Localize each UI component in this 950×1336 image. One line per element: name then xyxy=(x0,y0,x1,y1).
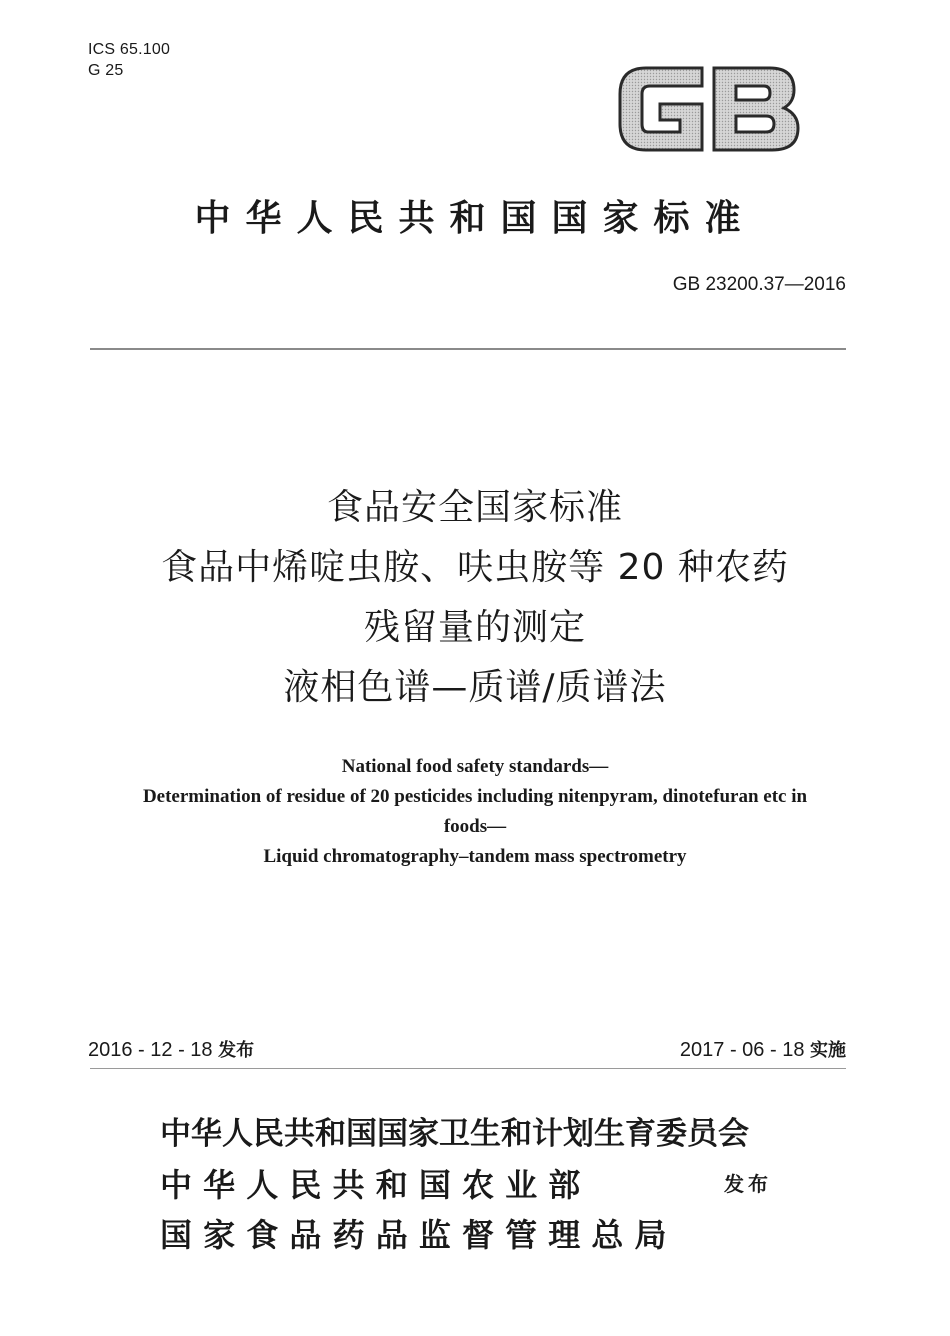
ics-code: ICS 65.100 xyxy=(88,41,171,58)
top-divider xyxy=(90,348,846,350)
issuer-moa: 中 华 人 民 共 和 国 农 业 部 xyxy=(160,1166,581,1204)
title-cn-line-3: 残留量的测定 xyxy=(363,607,586,648)
national-standard-title: 中华人民共和国国家标准 xyxy=(194,198,756,239)
effective-date-value: 2017 - 06 - 18 xyxy=(679,1039,805,1061)
issued-by-label: 发布 xyxy=(724,1172,772,1196)
effective-date-label: 实施 xyxy=(810,1040,846,1061)
title-cn-line-4: 液相色谱—质谱/质谱法 xyxy=(283,667,667,708)
date-divider xyxy=(90,1068,846,1069)
title-cn-line-1: 食品安全国家标准 xyxy=(326,487,623,528)
title-cn-line-2: 食品中烯啶虫胺、呋虫胺等 20 种农药 xyxy=(161,547,789,588)
ccs-code: G 25 xyxy=(88,62,124,79)
standard-number: GB 23200.37—2016 xyxy=(672,274,846,295)
issue-date-value: 2016 - 12 - 18 xyxy=(88,1039,213,1061)
title-en-line-2: Determination of residue of 20 pesticides including nitenpyram, dinotefuran etc in xyxy=(142,786,808,807)
gb-logo-g xyxy=(620,68,702,150)
title-en-line-1: National food safety standards— xyxy=(341,756,609,777)
title-en-line-3: foods— xyxy=(443,816,507,837)
gb-logo xyxy=(610,60,806,158)
issuer-nhfpc: 中华人民共和国国家卫生和计划生育委员会 xyxy=(160,1116,749,1152)
issue-date xyxy=(88,1036,254,1065)
gb-logo-b xyxy=(714,68,798,150)
issue-date-label: 发布 xyxy=(218,1040,255,1061)
effective-date xyxy=(680,1036,846,1065)
title-en-line-4: Liquid chromatography–tandem mass spectrometry xyxy=(263,846,687,867)
issuer-cfda: 国 家 食 品 药 品 监 督 管 理 总 局 xyxy=(160,1216,667,1254)
